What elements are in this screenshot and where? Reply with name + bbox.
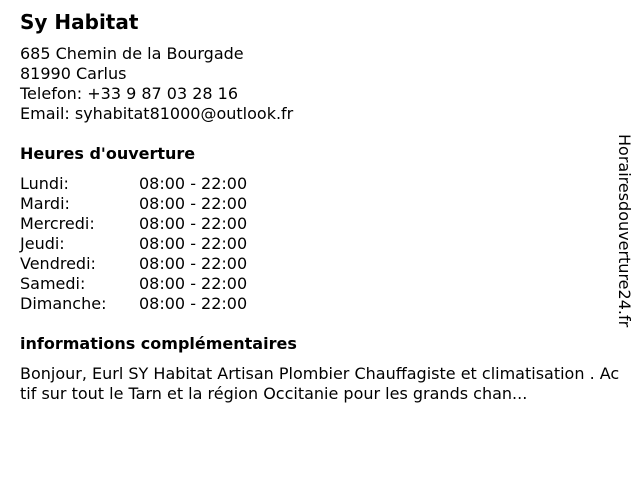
time-range: 08:00 - 22:00 (139, 194, 248, 213)
day-label: Vendredi: (20, 254, 96, 273)
hours-row-wednesday (20, 214, 247, 234)
hours-row-monday (20, 174, 247, 194)
hours-row-thursday (20, 234, 247, 254)
email-address: Email: syhabitat81000@outlook.fr (20, 104, 294, 123)
watermark-text: Horairesdouverture24.fr (615, 134, 634, 328)
time-range: 08:00 - 22:00 (139, 214, 248, 233)
hours-heading: Heures d'ouverture (20, 144, 196, 163)
day-label: Mardi: (20, 194, 70, 213)
day-label: Jeudi: (20, 234, 65, 253)
time-range: 08:00 - 22:00 (139, 174, 248, 193)
site-watermark (612, 134, 636, 346)
day-label: Lundi: (20, 174, 69, 193)
hours-row-saturday (20, 274, 247, 294)
address-street: 685 Chemin de la Bourgade (20, 44, 244, 63)
description-text: Bonjour, Eurl SY Habitat Artisan Plombier Chauffagiste et climatisation . Actif sur tout le Tarn et la région Occitanie pour les grands chan... (20, 364, 620, 403)
day-label: Mercredi: (20, 214, 95, 233)
address-city: 81990 Carlus (20, 64, 127, 83)
contact-block (20, 44, 293, 124)
hours-row-sunday (20, 294, 247, 314)
info-heading: informations complémentaires (20, 334, 297, 353)
day-label: Samedi: (20, 274, 86, 293)
time-range: 08:00 - 22:00 (139, 254, 248, 273)
time-range: 08:00 - 22:00 (139, 274, 248, 293)
phone-number: Telefon: +33 9 87 03 28 16 (20, 84, 239, 103)
opening-hours-table (20, 174, 247, 314)
time-range: 08:00 - 22:00 (139, 234, 248, 253)
day-label: Dimanche: (20, 294, 107, 313)
hours-row-tuesday (20, 194, 247, 214)
time-range: 08:00 - 22:00 (139, 294, 248, 313)
business-name: Sy Habitat (20, 10, 139, 34)
hours-row-friday (20, 254, 247, 274)
